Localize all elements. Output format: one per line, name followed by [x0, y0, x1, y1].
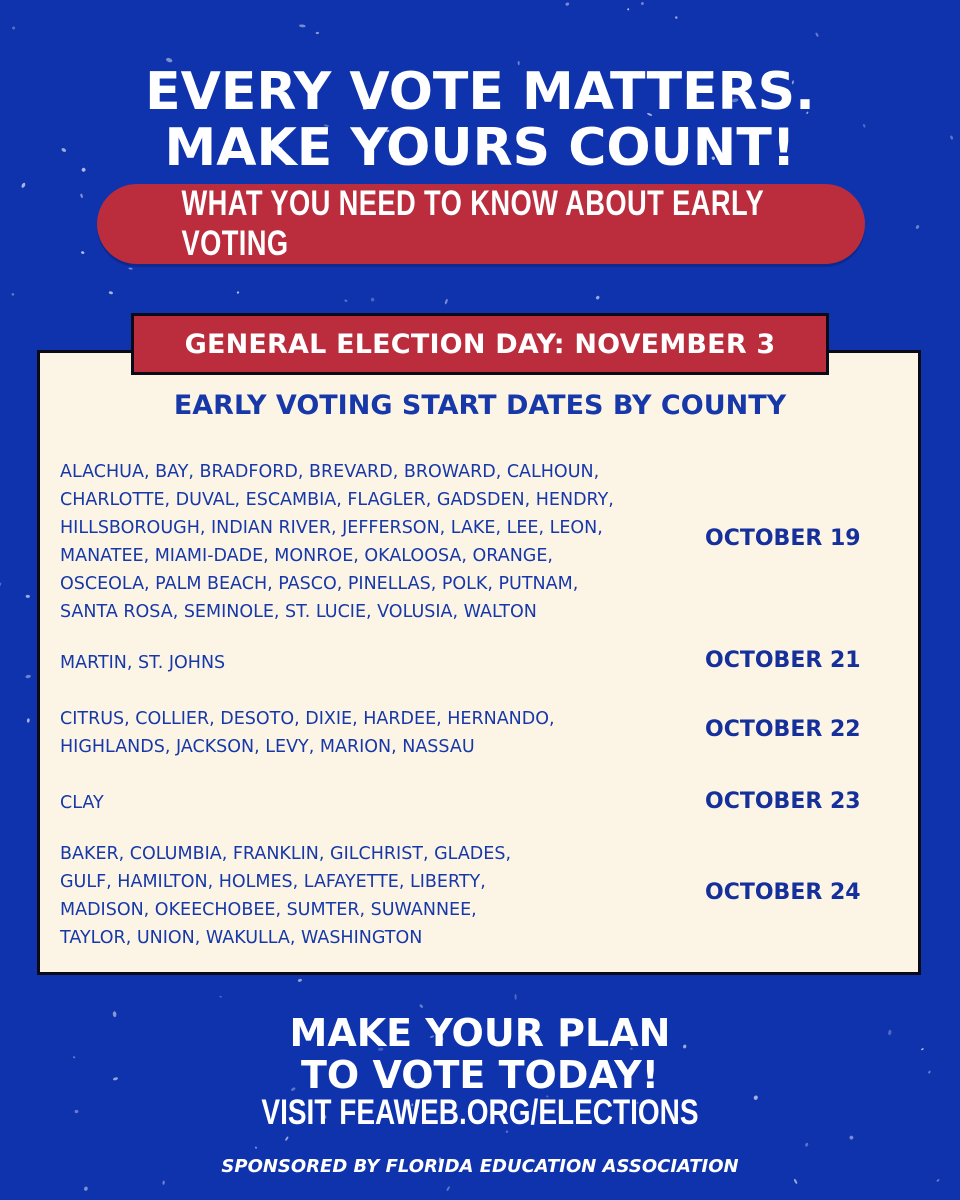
- county-list: [60, 649, 680, 677]
- speckle: [446, 1186, 450, 1191]
- speckle: [444, 298, 448, 304]
- speckle: [297, 978, 302, 982]
- county-line: CLAY: [60, 793, 104, 813]
- speckle: [316, 32, 320, 35]
- start-date: OCTOBER 23: [705, 789, 861, 814]
- county-line: GULF, HAMILTON, HOLMES, LAFAYETTE, LIBERTY,: [60, 872, 486, 892]
- county-line: MANATEE, MIAMI-DADE, MONROE, OKALOOSA, ORANGE,: [60, 546, 553, 566]
- headline-line-1: EVERY VOTE MATTERS.: [145, 62, 815, 122]
- speckle: [27, 718, 30, 722]
- speckle: [299, 24, 306, 27]
- speckle: [80, 193, 83, 198]
- county-line: MADISON, OKEECHOBEE, SUMTER, SUWANNEE,: [60, 900, 477, 920]
- headline-line-2: MAKE YOURS COUNT!: [164, 118, 796, 178]
- county-line: OSCEOLA, PALM BEACH, PASCO, PINELLAS, POLK, PUTNAM,: [60, 574, 579, 594]
- county-line: HIGHLANDS, JACKSON, LEVY, MARION, NASSAU: [60, 737, 475, 757]
- speckle: [162, 1180, 165, 1184]
- county-list: [60, 840, 680, 952]
- speckle: [84, 1186, 89, 1191]
- elections-website-link[interactable]: VISIT FEAWEB.ORG/ELECTIONS: [261, 1093, 699, 1132]
- start-date: OCTOBER 24: [705, 880, 861, 905]
- speckle: [815, 32, 819, 37]
- start-date: OCTOBER 19: [705, 526, 861, 551]
- speckle: [255, 1146, 258, 1149]
- speckle: [514, 994, 516, 1000]
- speckle: [595, 295, 600, 300]
- county-list: [60, 789, 680, 817]
- cta-line-1: MAKE YOUR PLAN: [289, 1011, 671, 1055]
- speckle: [849, 1135, 854, 1140]
- speckle: [109, 291, 114, 295]
- speckle: [344, 299, 348, 302]
- speckle: [640, 2, 644, 6]
- speckle: [0, 582, 2, 586]
- table-title: EARLY VOTING START DATES BY COUNTY: [173, 390, 787, 421]
- county-line: CHARLOTTE, DUVAL, ESCAMBIA, FLAGLER, GADSDEN, HENDRY,: [60, 490, 614, 510]
- speckle: [81, 251, 85, 254]
- speckle: [565, 2, 570, 6]
- county-line: HILLSBOROUGH, INDIAN RIVER, JEFFERSON, LAKE, LEE, LEON,: [60, 518, 603, 538]
- speckle: [915, 225, 920, 230]
- speckle: [11, 293, 14, 296]
- early-voting-banner-text: WHAT YOU NEED TO KNOW ABOUT EARLY VOTING: [181, 184, 764, 263]
- county-list: [60, 705, 680, 761]
- speckle: [371, 297, 375, 301]
- speckle: [675, 16, 677, 19]
- election-day-tab: [131, 313, 829, 375]
- speckle: [25, 674, 31, 678]
- speckle: [128, 267, 132, 269]
- speckle: [21, 182, 26, 188]
- county-line: ALACHUA, BAY, BRADFORD, BREVARD, BROWARD, CALHOUN,: [60, 462, 600, 482]
- county-line: CITRUS, COLLIER, DESOTO, DIXIE, HARDEE, HERNANDO,: [60, 709, 555, 729]
- county-line: MARTIN, ST. JOHNS: [60, 653, 226, 673]
- sponsor-credit: SPONSORED BY FLORIDA EDUCATION ASSOCIATION: [221, 1156, 739, 1177]
- speckle: [285, 1136, 289, 1141]
- speckle: [419, 1004, 424, 1009]
- cta-line-2: TO VOTE TODAY!: [301, 1053, 659, 1097]
- speckle: [74, 1110, 78, 1114]
- county-list: [60, 458, 680, 626]
- county-line: TAYLOR, UNION, WAKULLA, WASHINGTON: [60, 928, 423, 948]
- speckle: [236, 291, 239, 294]
- speckle: [805, 1142, 809, 1147]
- speckle: [12, 26, 16, 30]
- speckle: [26, 595, 30, 598]
- election-day-text: GENERAL ELECTION DAY: NOVEMBER 3: [184, 328, 776, 360]
- start-date: OCTOBER 21: [705, 648, 861, 673]
- county-line: BAKER, COLUMBIA, FRANKLIN, GILCHRIST, GLADES,: [60, 844, 512, 864]
- start-date: OCTOBER 22: [705, 717, 861, 742]
- county-line: SANTA ROSA, SEMINOLE, ST. LUCIE, VOLUSIA, WALTON: [60, 602, 537, 622]
- speckle: [793, 1178, 798, 1184]
- speckle: [936, 1179, 940, 1182]
- early-voting-banner: [97, 184, 865, 264]
- speckle: [627, 8, 630, 11]
- speckle: [219, 996, 222, 998]
